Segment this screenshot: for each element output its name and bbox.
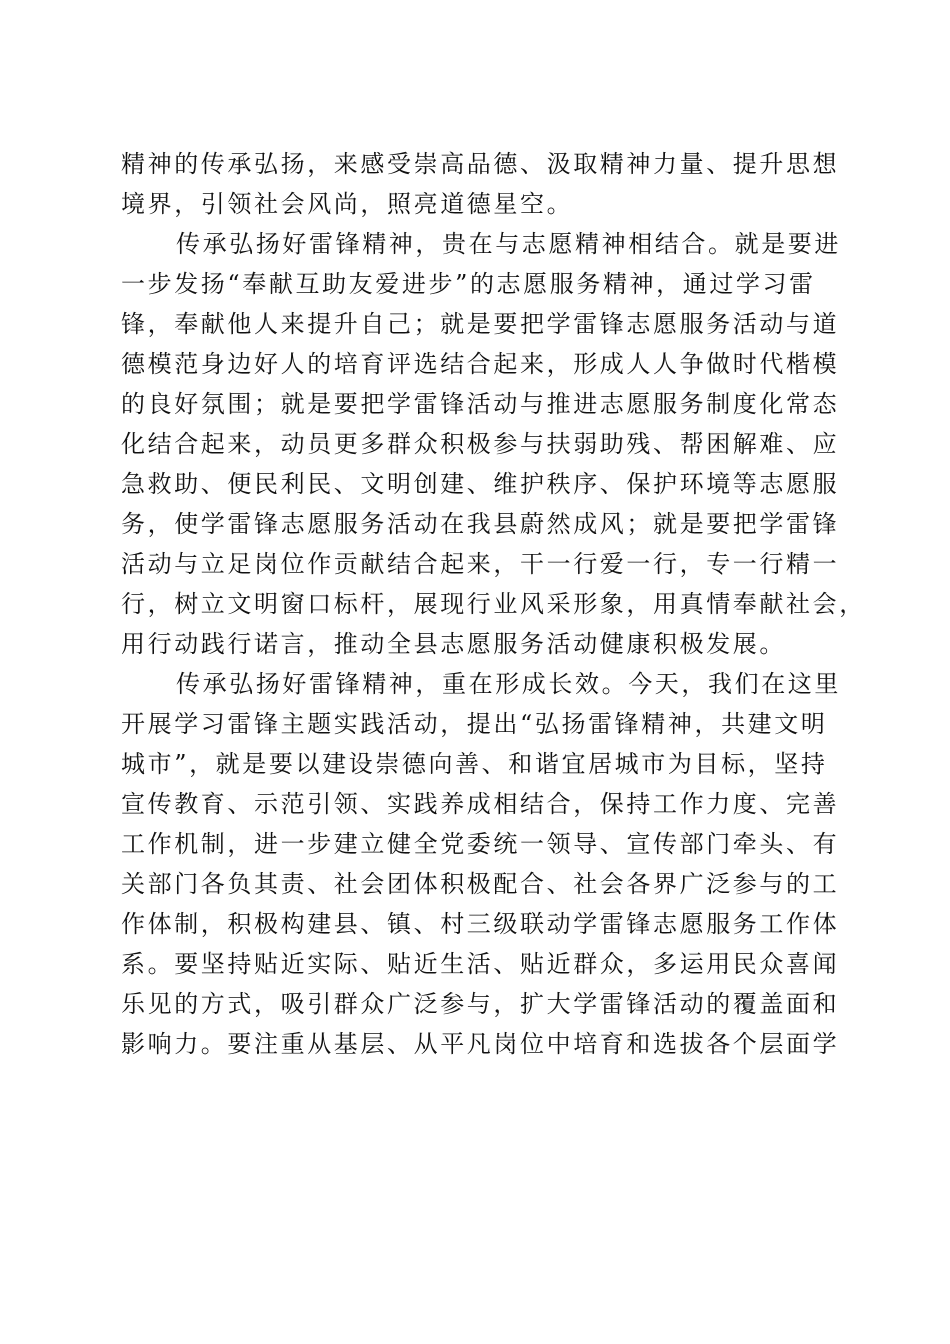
- text-line: 境界，引领社会风尚，照亮道德星空。: [121, 190, 574, 218]
- text-line: 作体制，积极构建县、镇、村三级联动学雷锋志愿服务工作体: [121, 910, 840, 938]
- text-line: 影响力。要注重从基层、从平凡岗位中培育和选拔各个层面学: [121, 1030, 840, 1058]
- text-line: 系。要坚持贴近实际、贴近生活、贴近群众，多运用民众喜闻: [121, 950, 840, 978]
- text-line: 行，树立文明窗口标杆，展现行业风采形象，用真情奉献社会，: [121, 590, 866, 618]
- text-line: 城市”，就是要以建设崇德向善、和谐宜居城市为目标，坚持: [121, 750, 828, 778]
- text-line: 的良好氛围；就是要把学雷锋活动与推进志愿服务制度化常态: [121, 390, 840, 418]
- text-line: 用行动践行诺言，推动全县志愿服务活动健康积极发展。: [121, 630, 786, 658]
- text-line: 传承弘扬好雷锋精神，重在形成长效。今天，我们在这里: [176, 670, 841, 698]
- text-line: 务，使学雷锋志愿服务活动在我县蔚然成风；就是要把学雷锋: [121, 510, 840, 538]
- text-line: 开展学习雷锋主题实践活动，提出“弘扬雷锋精神，共建文明: [121, 710, 828, 738]
- text-line: 化结合起来，动员更多群众积极参与扶弱助残、帮困解难、应: [121, 430, 840, 458]
- text-line: 精神的传承弘扬，来感受崇高品德、汲取精神力量、提升思想: [121, 150, 840, 178]
- text-line: 关部门各负其责、社会团体积极配合、社会各界广泛参与的工: [121, 870, 840, 898]
- text-line: 一步发扬“奉献互助友爱进步”的志愿服务精神，通过学习雷: [121, 270, 816, 298]
- paragraph-2: [121, 224, 866, 664]
- text-line: 工作机制，进一步建立健全党委统一领导、宣传部门牵头、有: [121, 830, 840, 858]
- text-line: 乐见的方式，吸引群众广泛参与，扩大学雷锋活动的覆盖面和: [121, 990, 840, 1018]
- text-line: 锋，奉献他人来提升自己；就是要把学雷锋志愿服务活动与道: [121, 310, 840, 338]
- document-body: [121, 144, 866, 1064]
- text-line: 活动与立足岗位作贡献结合起来，干一行爱一行，专一行精一: [121, 550, 840, 578]
- paragraph-3: [121, 664, 841, 1064]
- text-line: 德模范身边好人的培育评选结合起来，形成人人争做时代楷模: [121, 350, 840, 378]
- text-line: 急救助、便民利民、文明创建、维护秩序、保护环境等志愿服: [121, 470, 840, 498]
- paragraph-1: [121, 144, 840, 224]
- text-line: 传承弘扬好雷锋精神，贵在与志愿精神相结合。就是要进: [176, 230, 841, 258]
- text-line: 宣传教育、示范引领、实践养成相结合，保持工作力度、完善: [121, 790, 840, 818]
